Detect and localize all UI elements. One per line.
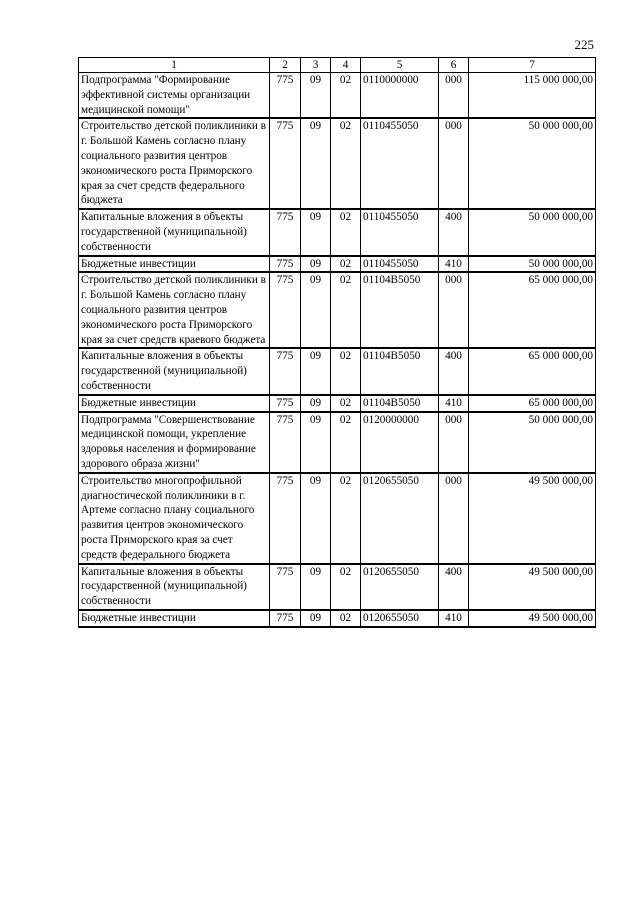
code-cell: 09 (301, 272, 331, 348)
table-row (79, 118, 596, 209)
target-article-cell: 0110455050 (361, 256, 439, 273)
code-cell: 02 (331, 209, 361, 255)
table-row (79, 348, 596, 394)
target-article-cell: 0110455050 (361, 209, 439, 255)
item-name-cell: Бюджетные инвестиции (79, 395, 270, 412)
item-name-cell: Бюджетные инвестиции (79, 256, 270, 273)
amount-cell: 65 000 000,00 (469, 272, 596, 348)
amount-cell: 65 000 000,00 (469, 395, 596, 412)
code-cell: 09 (301, 73, 331, 119)
code-cell: 02 (331, 395, 361, 412)
column-header: 2 (270, 58, 301, 73)
target-article-cell: 0110455050 (361, 118, 439, 209)
column-header: 7 (469, 58, 596, 73)
table-row (79, 610, 596, 627)
expense-type-cell: 000 (439, 412, 469, 473)
target-article-cell: 01104В5050 (361, 395, 439, 412)
amount-cell: 50 000 000,00 (469, 209, 596, 255)
table-row (79, 412, 596, 473)
item-name-cell: Капитальные вложения в объекты государственной (муниципальной) собственности (79, 209, 270, 255)
code-cell: 02 (331, 118, 361, 209)
budget-table (78, 57, 596, 628)
code-cell: 09 (301, 395, 331, 412)
amount-cell: 115 000 000,00 (469, 73, 596, 119)
code-cell: 02 (331, 610, 361, 627)
amount-cell: 49 500 000,00 (469, 564, 596, 610)
code-cell: 02 (331, 272, 361, 348)
table-row (79, 473, 596, 564)
table-row (79, 564, 596, 610)
item-name-cell: Строительство многопрофильной диагностической поликлиники в г. Артеме согласно плану социального развития центров экономического роста Приморского края за счет средств федерального бюджета (79, 473, 270, 564)
code-cell: 09 (301, 610, 331, 627)
expense-type-cell: 000 (439, 272, 469, 348)
item-name-cell: Подпрограмма "Формирование эффективной системы организации медицинской помощи" (79, 73, 270, 119)
expense-type-cell: 000 (439, 73, 469, 119)
code-cell: 09 (301, 564, 331, 610)
amount-cell: 49 500 000,00 (469, 610, 596, 627)
item-name-cell: Строительство детской поликлиники в г. Большой Камень согласно плану социального развития центров экономического роста Приморского края за счет средств федерального бюджета (79, 118, 270, 209)
expense-type-cell: 400 (439, 348, 469, 394)
item-name-cell: Капитальные вложения в объекты государственной (муниципальной) собственности (79, 348, 270, 394)
column-header: 5 (361, 58, 439, 73)
code-cell: 02 (331, 564, 361, 610)
code-cell: 775 (270, 412, 301, 473)
column-header: 3 (301, 58, 331, 73)
table-row (79, 272, 596, 348)
table-row (79, 395, 596, 412)
code-cell: 775 (270, 118, 301, 209)
code-cell: 02 (331, 256, 361, 273)
item-name-cell: Капитальные вложения в объекты государственной (муниципальной) собственности (79, 564, 270, 610)
target-article-cell: 0120655050 (361, 610, 439, 627)
code-cell: 09 (301, 256, 331, 273)
code-cell: 09 (301, 473, 331, 564)
amount-cell: 49 500 000,00 (469, 473, 596, 564)
table-row (79, 73, 596, 119)
item-name-cell: Подпрограмма "Совершенствование медицинской помощи, укрепление здоровья населения и формирование здорового образа жизни" (79, 412, 270, 473)
code-cell: 775 (270, 473, 301, 564)
code-cell: 775 (270, 272, 301, 348)
expense-type-cell: 000 (439, 473, 469, 564)
target-article-cell: 0120000000 (361, 412, 439, 473)
target-article-cell: 01104В5050 (361, 348, 439, 394)
code-cell: 775 (270, 610, 301, 627)
code-cell: 02 (331, 348, 361, 394)
code-cell: 02 (331, 73, 361, 119)
column-header: 1 (79, 58, 270, 73)
expense-type-cell: 410 (439, 610, 469, 627)
code-cell: 775 (270, 256, 301, 273)
code-cell: 09 (301, 348, 331, 394)
code-cell: 775 (270, 73, 301, 119)
item-name-cell: Бюджетные инвестиции (79, 610, 270, 627)
target-article-cell: 0120655050 (361, 473, 439, 564)
table-body (79, 73, 596, 627)
code-cell: 775 (270, 395, 301, 412)
amount-cell: 50 000 000,00 (469, 256, 596, 273)
item-name-cell: Строительство детской поликлиники в г. Большой Камень согласно плану социального развития центров экономического роста Приморского края за счет средств краевого бюджета (79, 272, 270, 348)
table-row (79, 256, 596, 273)
column-header: 4 (331, 58, 361, 73)
expense-type-cell: 410 (439, 256, 469, 273)
amount-cell: 65 000 000,00 (469, 348, 596, 394)
code-cell: 02 (331, 412, 361, 473)
page-number: 225 (574, 37, 594, 52)
expense-type-cell: 000 (439, 118, 469, 209)
column-header: 6 (439, 58, 469, 73)
code-cell: 09 (301, 209, 331, 255)
amount-cell: 50 000 000,00 (469, 118, 596, 209)
table-row (79, 209, 596, 255)
target-article-cell: 0110000000 (361, 73, 439, 119)
code-cell: 775 (270, 564, 301, 610)
code-cell: 02 (331, 473, 361, 564)
target-article-cell: 01104В5050 (361, 272, 439, 348)
code-cell: 09 (301, 412, 331, 473)
code-cell: 775 (270, 209, 301, 255)
expense-type-cell: 410 (439, 395, 469, 412)
amount-cell: 50 000 000,00 (469, 412, 596, 473)
expense-type-cell: 400 (439, 209, 469, 255)
target-article-cell: 0120655050 (361, 564, 439, 610)
code-cell: 775 (270, 348, 301, 394)
expense-type-cell: 400 (439, 564, 469, 610)
header-row (79, 58, 596, 73)
code-cell: 09 (301, 118, 331, 209)
